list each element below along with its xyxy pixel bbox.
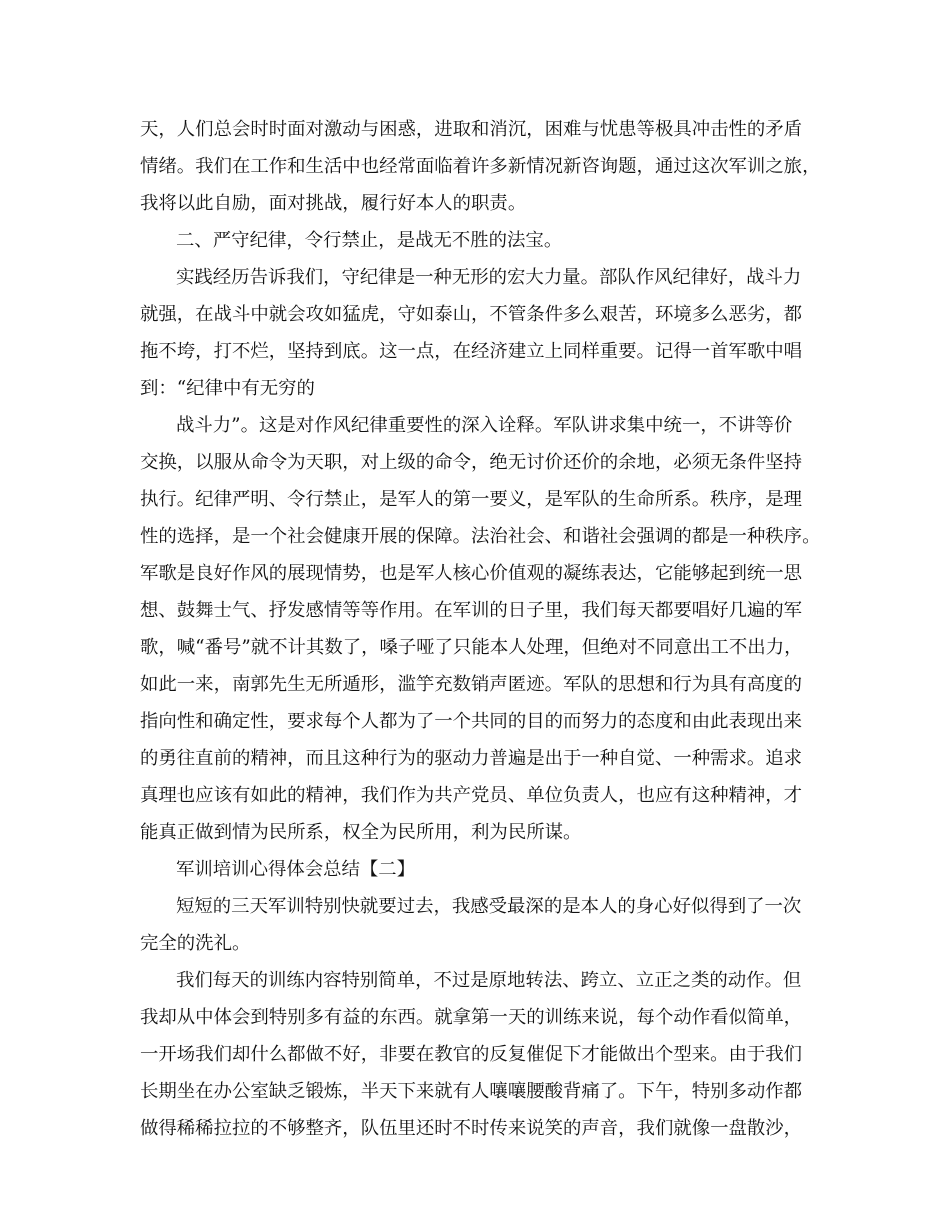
text-line: 一开场我们却什么都做不好，非要在教官的反复催促下才能做出个型来。由于我们 <box>140 1044 803 1065</box>
text-line: 长期坐在办公室缺乏锻炼，半天下来就有人嚷嚷腰酸背痛了。下午，特别多动作都 <box>140 1081 803 1102</box>
text-line: 天，人们总会时时面对激动与困惑，进取和消沉，困难与忧患等极具冲击性的矛盾 <box>140 119 803 140</box>
text-line: 歌，喊“番号”就不计其数了，嗓子哑了只能本人处理，但绝对不同意出工不出力， <box>140 637 803 658</box>
text-line: 短短的三天军训特别快就要过去，我感受最深的是本人的身心好似得到了一次 <box>176 896 802 917</box>
text-line: 能真正做到情为民所系，权全为民所用，利为民所谋。 <box>140 822 582 843</box>
text-line: 想、鼓舞士气、抒发感情等等作用。在军训的日子里，我们每天都要唱好几遍的军 <box>140 600 803 621</box>
text-line: 我将以此自励，面对挑战，履行好本人的职责。 <box>140 193 527 214</box>
text-line: 如此一来，南郭先生无所遁形，滥竽充数销声匿迹。军队的思想和行为具有高度的 <box>140 674 803 695</box>
text-line: 的勇往直前的精神，而且这种行为的驱动力普遍是出于一种自觉、一种需求。追求 <box>140 748 803 769</box>
text-line: 到：“纪律中有无穷的 <box>140 378 315 399</box>
text-line: 性的选择，是一个社会健康开展的保障。法治社会、和谐社会强调的都是一种秩序。 <box>140 526 821 547</box>
text-line: 军歌是良好作风的展现情势，也是军人核心价值观的凝练表达，它能够起到统一思 <box>140 563 803 584</box>
text-line: 真理也应该有如此的精神，我们作为共产党员、单位负责人，也应有这种精神，才 <box>140 785 803 806</box>
text-line: 情绪。我们在工作和生活中也经常面临着许多新情况新咨询题，通过这次军训之旅， <box>140 156 821 177</box>
text-line: 执行。纪律严明、令行禁止，是军人的第一要义，是军队的生命所系。秩序，是理 <box>140 489 803 510</box>
text-line: 战斗力”。这是对作风纪律重要性的深入诠释。军队讲求集中统一，不讲等价 <box>176 415 793 436</box>
section-heading: 二、严守纪律，令行禁止，是战无不胜的法宝。 <box>176 230 563 251</box>
text-line: 做得稀稀拉拉的不够整齐，队伍里还时不时传来说笑的声音，我们就像一盘散沙， <box>140 1118 803 1139</box>
text-line: 拖不垮，打不烂，坚持到底。这一点，在经济建立上同样重要。记得一首军歌中唱 <box>140 341 803 362</box>
text-line: 实践经历告诉我们，守纪律是一种无形的宏大力量。部队作风纪律好，战斗力 <box>176 267 802 288</box>
section-heading: 军训培训心得体会总结【二】 <box>176 859 416 880</box>
text-line: 指向性和确定性，要求每个人都为了一个共同的目的而努力的态度和由此表现出来 <box>140 711 803 732</box>
text-line: 我们每天的训练内容特别简单，不过是原地转法、跨立、立正之类的动作。但 <box>176 970 802 991</box>
text-line: 就强，在战斗中就会攻如猛虎，守如泰山，不管条件多么艰苦，环境多么恶劣，都 <box>140 304 803 325</box>
text-line: 完全的洗礼。 <box>140 933 251 954</box>
text-line: 我却从中体会到特别多有益的东西。就拿第一天的训练来说，每个动作看似简单， <box>140 1007 803 1028</box>
text-line: 交换，以服从命令为天职，对上级的命令，绝无讨价还价的余地，必须无条件坚持 <box>140 452 803 473</box>
